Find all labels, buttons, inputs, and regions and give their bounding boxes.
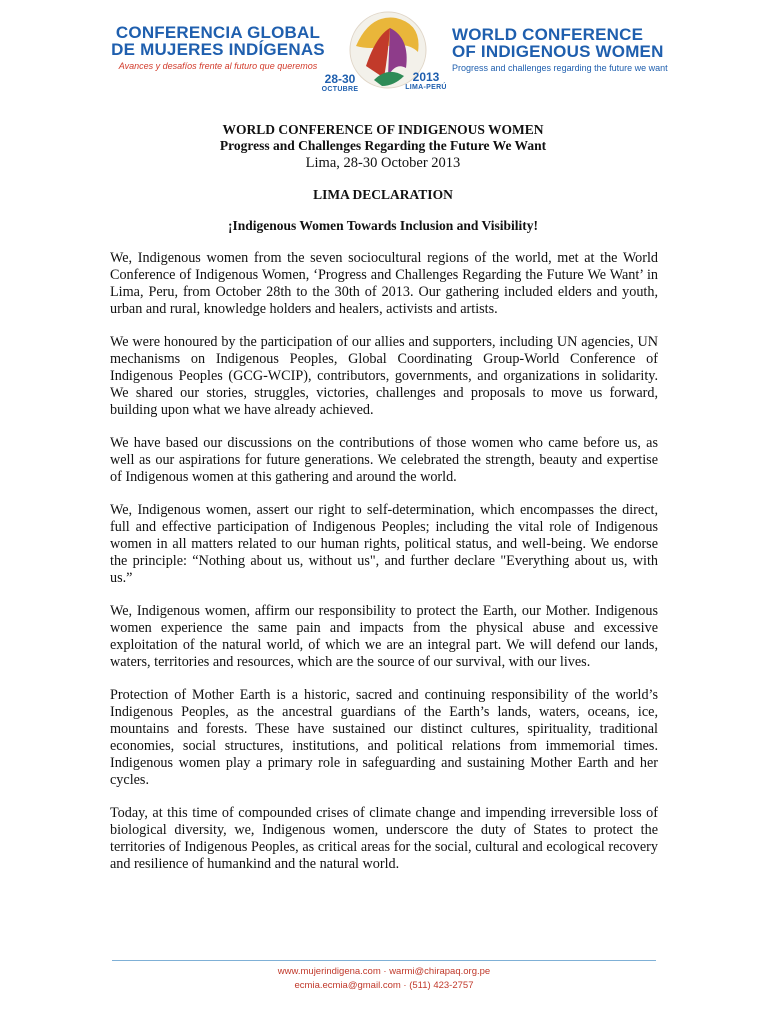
- logo-date-place: LIMA-PERÚ: [405, 84, 447, 91]
- logo-date-left: [310, 72, 370, 93]
- declaration-title: LIMA DECLARATION: [313, 187, 453, 202]
- letterhead-english-subtitle: Progress and challenges regarding the future we want: [452, 63, 668, 73]
- letterhead-spanish-subtitle: Avances y desafíos frente al futuro que queremos: [118, 61, 318, 71]
- paragraph: We have based our discussions on the contributions of those women who came before us, as well as our aspirations for future generations. We celebrated the strength, beauty and expertise of Indigenous women at this gathering and around the world.: [110, 435, 658, 485]
- paragraph: Today, at this time of compounded crises of climate change and impending irreversible loss of biological diversity, we, Indigenous women, underscore the duty of States to protect the territories of Indigenous Peoples, as critical areas for the social, cultural and ecological recovery and resilience of humankind and the natural world.: [110, 805, 658, 872]
- conference-title: WORLD CONFERENCE OF INDIGENOUS WOMEN: [222, 122, 544, 137]
- paragraph: We were honoured by the participation of our allies and supporters, including UN agencies, UN mechanisms on Indigenous Peoples, Global Coordinating Group-World Conference of Indigenous Peoples (GCG-WCIP), contributors, governments, and organizations in solidarity. We shared our stories, struggles, victories, challenges and proposals to move us forward, building upon what we have already achieved.: [110, 334, 658, 418]
- letterhead-spanish-title-1: CONFERENCIA GLOBAL: [115, 23, 321, 42]
- letterhead-spanish: [108, 24, 328, 71]
- paragraph: Protection of Mother Earth is a historic, sacred and continuing responsibility of the world’s Indigenous Peoples, as the ancestral guardians of the Earth’s lands, waters, oceans, ice, mountains and forests. These have sustained our distinct cultures, spirituality, traditional economies, social structures, institutions, and political relations from immemorial times. Indigenous women play a primary role in safeguarding and sustaining Mother Earth and her cycles.: [110, 687, 658, 788]
- declaration-body: [110, 250, 658, 889]
- logo-date-days: 28-30: [324, 72, 356, 86]
- document-header: [108, 122, 658, 234]
- letterhead-english-title-1: WORLD CONFERENCE: [452, 25, 644, 44]
- conference-subtitle: Progress and Challenges Regarding the Future We Want: [219, 138, 547, 153]
- letterhead-english: [452, 26, 682, 73]
- paragraph: We, Indigenous women, affirm our responsibility to protect the Earth, our Mother. Indigenous women experience the same pain and impacts from the physical abuse and excessive exploitation of the natural world, of which we are an integral part. We will defend our lands, waters, territories and resources, which are the source of our survival, with our lives.: [110, 603, 658, 670]
- logo-date-right: [394, 70, 458, 91]
- footer-line-1: www.mujerindigena.com · warmi@chirapaq.org.pe: [277, 966, 491, 977]
- letterhead: [0, 0, 768, 110]
- conference-place-date: Lima, 28-30 October 2013: [305, 155, 461, 171]
- letterhead-spanish-title-2: DE MUJERES INDÍGENAS: [111, 40, 325, 59]
- paragraph: We, Indigenous women, assert our right to self-determination, which encompasses the direct, full and effective participation of Indigenous Peoples; including the vital role of Indigenous women in all matters related to our human rights, political status, and well-being. We endorse the principle: “Nothing about us, without us", and further declare "Everything about us, with us.”: [110, 502, 658, 586]
- logo-date-month: OCTUBRE: [321, 86, 359, 93]
- declaration-slogan: ¡Indigenous Women Towards Inclusion and Visibility!: [228, 218, 538, 233]
- footer-divider: [112, 960, 656, 961]
- footer-line-2: ecmia.ecmia@gmail.com · (511) 423-2757: [294, 980, 474, 991]
- footer-contacts: [112, 965, 656, 993]
- letterhead-english-title-2: OF INDIGENOUS WOMEN: [452, 42, 664, 61]
- logo-date-year: 2013: [412, 70, 440, 84]
- paragraph: We, Indigenous women from the seven sociocultural regions of the world, met at the World Conference of Indigenous Women, ‘Progress and Challenges Regarding the Future We Want’ in Lima, Peru, from October 28th to the 30th of 2013. Our gathering included elders and youth, urban and rural, knowledge holders and healers, activists and artists.: [110, 250, 658, 317]
